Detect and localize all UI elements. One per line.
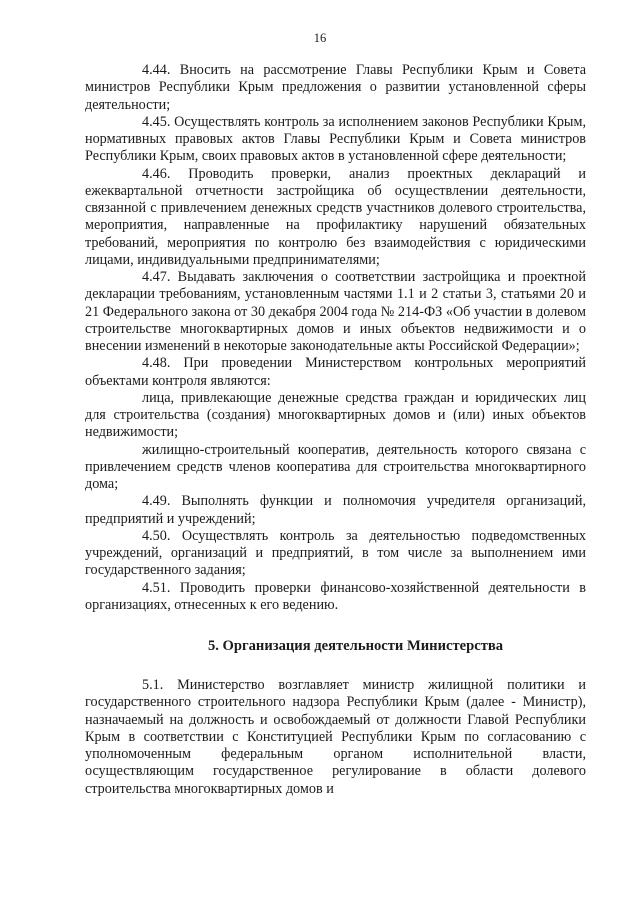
document-body: [85, 62, 586, 798]
paragraph-4-47: 4.47. Выдавать заключения о соответствии застройщика и проектной декларации требованиям, установленным частями 1.1 и 2 статьи 3, статьями 20 и 21 Федерального закона от 30 декабря 2004 года № 214-ФЗ «Об участии в долевом строительстве многоквартирных домов и иных объектов недвижимости и о внесении изменений в некоторые законодательные акты Российской Федерации»;: [85, 269, 586, 354]
paragraph-4-46: 4.46. Проводить проверки, анализ проектных деклараций и ежеквартальной отчетности застройщика об осуществлении деятельности, связанной с привлечением денежных средств участников долевого строительства, мероприятия, направленные на профилактику нарушений обязательных требований, мероприятия по контролю без взаимодействия с юридическими лицами, индивидуальными предпринимателями;: [85, 165, 586, 268]
paragraph-4-48-item-cooperative: жилищно-строительный кооператив, деятельность которого связана с привлечением средств членов кооператива для строительства многоквартирного дома;: [85, 441, 586, 492]
paragraph-4-48: 4.48. При проведении Министерством контрольных мероприятий объектами контроля являются:: [85, 355, 586, 389]
paragraph-4-44: 4.44. Вносить на рассмотрение Главы Республики Крым и Совета министров Республики Крым предложения о развитии установленной сферы деятельности;: [85, 62, 586, 113]
paragraph-4-45: 4.45. Осуществлять контроль за исполнением законов Республики Крым, нормативных правовых актов Главы Республики Крым и Совета министров Республики Крым, своих правовых актов в установленной сфере деятельности;: [85, 113, 586, 165]
section-heading: 5. Организация деятельности Министерства: [207, 638, 504, 654]
page-number: 16: [313, 31, 327, 45]
paragraph-4-51: 4.51. Проводить проверки финансово-хозяйственной деятельности в организациях, отнесенных к его ведению.: [85, 579, 586, 613]
paragraph-5-1: 5.1. Министерство возглавляет министр жилищной политики и государственного строительного надзора Республики Крым (далее - Министр), назначаемый на должность и освобождаемый от должности Главой Республики Крым в соответствии с Конституцией Республики Крым по согласованию с уполномоченным федеральным органом исполнительной власти, осуществляющим государственное регулирование в области долевого строительства многоквартирных домов и: [85, 677, 586, 797]
paragraph-4-50: 4.50. Осуществлять контроль за деятельностью подведомственных учреждений, организаций и предприятий, в том числе за выполнением ими государственного задания;: [85, 527, 586, 579]
paragraph-4-49: 4.49. Выполнять функции и полномочия учредителя организаций, предприятий и учреждений;: [85, 493, 586, 527]
paragraph-4-48-item-persons: лица, привлекающие денежные средства граждан и юридических лиц для строительства (создания) многоквартирных домов и (или) иных объектов недвижимости;: [85, 389, 586, 441]
